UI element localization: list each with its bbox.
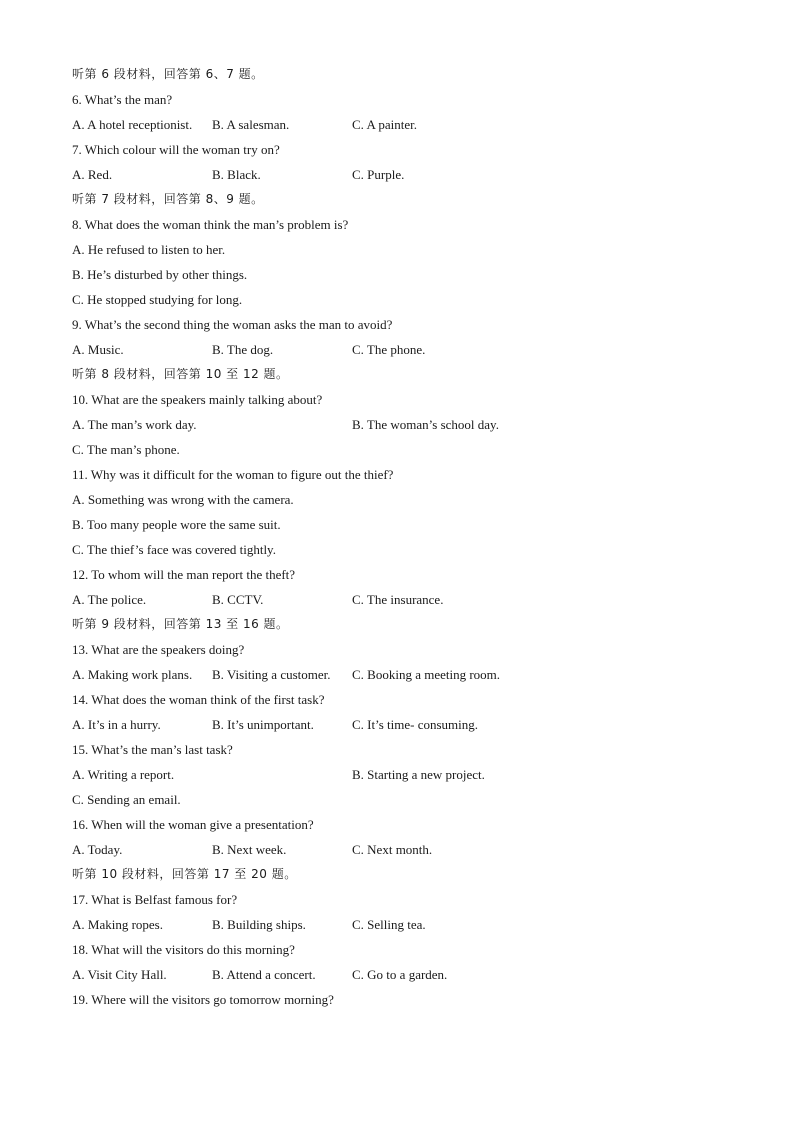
answer-option: C. Booking a meeting room. [352, 667, 501, 682]
answer-option: B. Starting a new project. [352, 767, 485, 782]
answer-options-row [72, 762, 732, 787]
answer-options-row [72, 712, 732, 737]
answer-option: B. The woman’s school day. [352, 417, 499, 432]
answer-option: C. Selling tea. [352, 917, 426, 932]
question-text: 6. What’s the man? [72, 92, 173, 107]
answer-option: B. Next week. [212, 842, 287, 857]
answer-option: A. Red. [72, 167, 113, 182]
answer-option: B. The dog. [212, 342, 274, 357]
answer-options-row [72, 112, 732, 137]
answer-options-row [72, 162, 732, 187]
answer-option: C. The insurance. [352, 592, 444, 607]
answer-option: A. It’s in a hurry. [72, 717, 161, 732]
question-text: 12. To whom will the man report the theft? [72, 567, 296, 582]
answer-option: B. Black. [212, 167, 261, 182]
question-text: 19. Where will the visitors go tomorrow morning? [72, 992, 334, 1007]
answer-option: A. A hotel receptionist. [72, 117, 193, 132]
answer-option: C. Purple. [352, 167, 405, 182]
answer-option: C. Go to a garden. [352, 967, 448, 982]
question-text: 7. Which colour will the woman try on? [72, 142, 280, 157]
answer-options-row [72, 662, 732, 687]
answer-option: A. The man’s work day. [72, 417, 197, 432]
answer-option: B. It’s unimportant. [212, 717, 314, 732]
question-text: 14. What does the woman think of the first task? [72, 692, 325, 707]
answer-option: C. The phone. [352, 342, 426, 357]
answer-option: B. Attend a concert. [212, 967, 316, 982]
section-instruction: 听第 6 段材料，回答第 6、7 题。 [72, 67, 264, 81]
answer-option: C. The thief’s face was covered tightly. [72, 542, 276, 557]
answer-option: B. Visiting a customer. [212, 667, 331, 682]
answer-option: C. He stopped studying for long. [72, 292, 243, 307]
answer-option: A. Writing a report. [72, 767, 175, 782]
section-instruction: 听第 10 段材料，回答第 17 至 20 题。 [72, 867, 297, 881]
answer-option: C. Next month. [352, 842, 433, 857]
answer-option: A. Making ropes. [72, 917, 163, 932]
answer-option: C. Sending an email. [72, 792, 181, 807]
answer-options-row [72, 587, 732, 612]
exam-page [72, 62, 732, 1012]
section-instruction: 听第 7 段材料，回答第 8、9 题。 [72, 192, 264, 206]
answer-option: A. Something was wrong with the camera. [72, 492, 294, 507]
question-text: 11. Why was it difficult for the woman to figure out the thief? [72, 467, 394, 482]
answer-option: A. Making work plans. [72, 667, 193, 682]
question-text: 18. What will the visitors do this morning? [72, 942, 295, 957]
answer-options-row [72, 337, 732, 362]
answer-options-row [72, 962, 732, 987]
answer-option: A. Today. [72, 842, 123, 857]
section-instruction: 听第 8 段材料，回答第 10 至 12 题。 [72, 367, 289, 381]
question-text: 13. What are the speakers doing? [72, 642, 245, 657]
answer-option: B. CCTV. [212, 592, 264, 607]
answer-option: B. He’s disturbed by other things. [72, 267, 248, 282]
answer-options-row [72, 837, 732, 862]
question-text: 9. What’s the second thing the woman asks the man to avoid? [72, 317, 393, 332]
question-text: 15. What’s the man’s last task? [72, 742, 233, 757]
answer-option: B. Too many people wore the same suit. [72, 517, 281, 532]
question-text: 8. What does the woman think the man’s problem is? [72, 217, 349, 232]
answer-option: B. A salesman. [212, 117, 290, 132]
answer-options-row [72, 912, 732, 937]
question-text: 16. When will the woman give a presentation? [72, 817, 314, 832]
question-text: 10. What are the speakers mainly talking about? [72, 392, 323, 407]
answer-options-row [72, 412, 732, 437]
answer-option: A. He refused to listen to her. [72, 242, 226, 257]
question-text: 17. What is Belfast famous for? [72, 892, 238, 907]
answer-option: A. Music. [72, 342, 124, 357]
answer-option: A. Visit City Hall. [72, 967, 167, 982]
answer-option: C. A painter. [352, 117, 417, 132]
answer-option: A. The police. [72, 592, 147, 607]
answer-option: B. Building ships. [212, 917, 306, 932]
answer-option: C. It’s time- consuming. [352, 717, 479, 732]
section-instruction: 听第 9 段材料，回答第 13 至 16 题。 [72, 617, 289, 631]
answer-option: C. The man’s phone. [72, 442, 180, 457]
